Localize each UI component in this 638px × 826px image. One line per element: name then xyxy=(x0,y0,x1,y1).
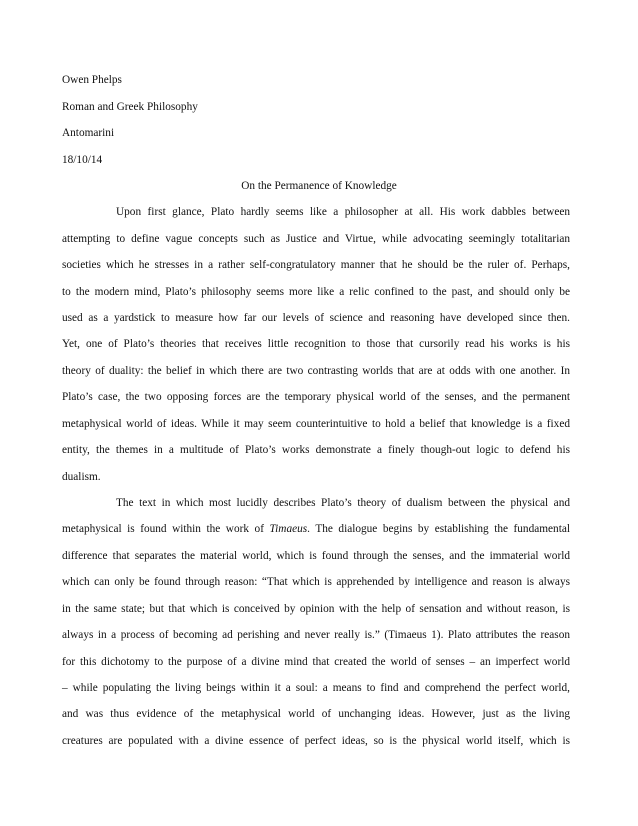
essay-title: On the Permanence of Knowledge xyxy=(241,180,397,192)
body-line: for this dichotomy to the purpose of a divine mind that created the world of senses – an imperfect world xyxy=(62,656,570,668)
body-line: to the modern mind, Plato’s philosophy seems more like a relic confined to the past, and should only be xyxy=(62,286,570,298)
body-line: always in a process of becoming ad perishing and never really is.” (Timaeus 1). Plato attributes the reason xyxy=(62,629,570,641)
date: 18/10/14 xyxy=(62,154,103,166)
body-line: – while populating the living beings within it a soul: a means to find and comprehend the perfect world, xyxy=(62,682,570,694)
body-line: attempting to define vague concepts such as Justice and Virtue, while advocating seemingly totalitarian xyxy=(62,233,570,245)
author-name: Owen Phelps xyxy=(62,74,122,86)
body-line: Plato’s case, the two opposing forces are the temporary physical world of the senses, and the permanent xyxy=(62,391,570,403)
italic-work-title: Timaeus xyxy=(269,523,308,535)
instructor-name: Antomarini xyxy=(62,127,115,139)
body-line: creatures are populated with a divine essence of perfect ideas, so is the physical world itself, which is xyxy=(62,735,570,747)
body-line: societies which he stresses in a rather self-congratulatory manner that he should be the ruler of. Perhaps, xyxy=(62,259,570,271)
body-line: in the same state; but that which is conceived by opinion with the help of sensation and without reason, is xyxy=(62,603,570,615)
body-line: and was thus evidence of the metaphysical world of unchanging ideas. However, just as the living xyxy=(62,708,570,720)
body-text: metaphysical is found within the work of xyxy=(62,523,270,535)
body-line: Upon first glance, Plato hardly seems like a philosopher at all. His work dabbles between xyxy=(116,206,570,218)
body-line-with-italic xyxy=(62,523,570,535)
body-text: . The dialogue begins by establishing the fundamental xyxy=(307,523,570,535)
body-line: used as a yardstick to measure how far our levels of science and reasoning have developed since then. xyxy=(62,312,570,324)
body-line: metaphysical world of ideas. While it may seem counterintuitive to hold a belief that knowledge is a fixed xyxy=(62,418,570,430)
body-line: difference that separates the material world, which is found through the senses, and the immaterial world xyxy=(62,550,570,562)
body-line: entity, the themes in a multitude of Plato’s works demonstrate a finely though-out logic to defend his xyxy=(62,444,570,456)
body-line: theory of duality: the belief in which there are two contrasting worlds that are at odds with one another. In xyxy=(62,365,570,377)
body-line: which can only be found through reason: “That which is apprehended by intelligence and reason is always xyxy=(62,576,570,588)
body-line: Yet, one of Plato’s theories that receives little recognition to those that cursorily read his works is his xyxy=(62,338,570,350)
body-line: dualism. xyxy=(62,471,101,483)
course-name: Roman and Greek Philosophy xyxy=(62,101,198,113)
body-line: The text in which most lucidly describes Plato’s theory of dualism between the physical and xyxy=(116,497,570,509)
